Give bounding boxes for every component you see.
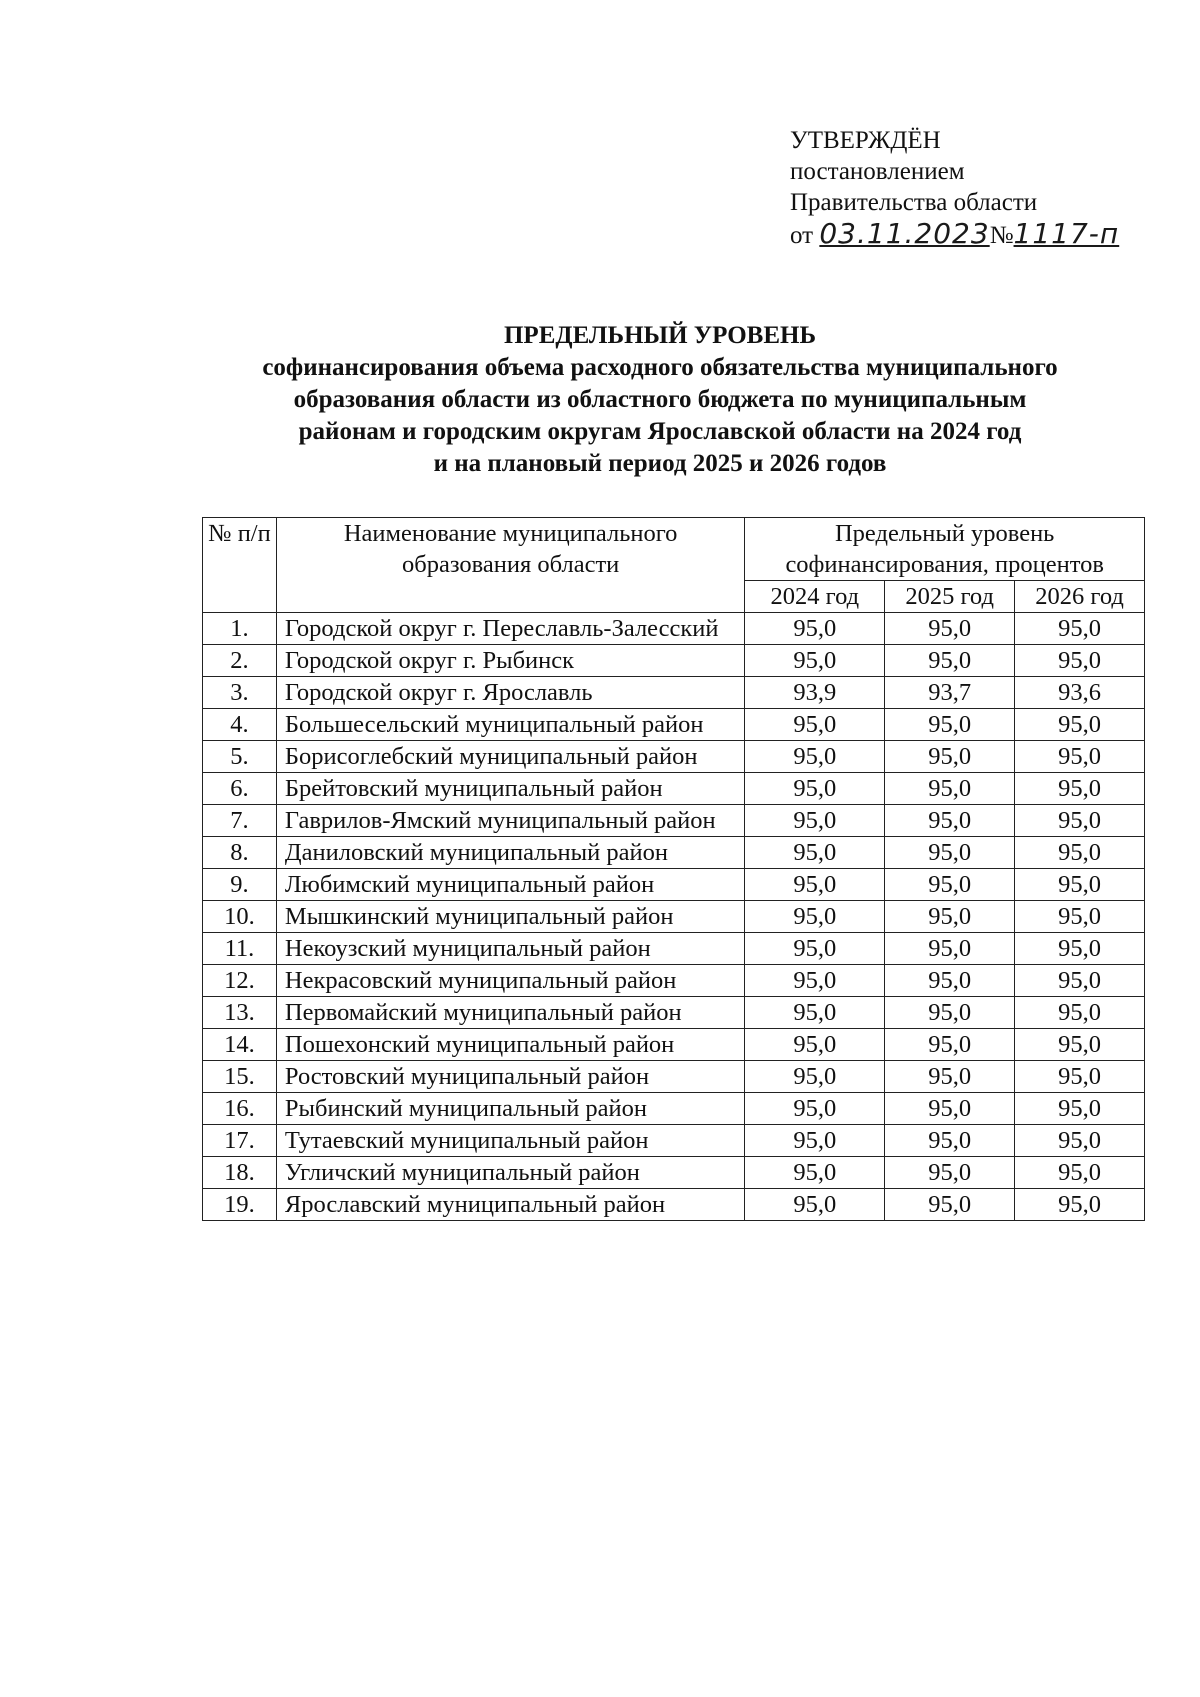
table-row	[203, 965, 1145, 997]
value-2024: 95,0	[745, 1061, 885, 1093]
value-2025: 95,0	[885, 709, 1015, 741]
date-prefix: от	[790, 222, 814, 249]
row-number: 11.	[203, 933, 277, 965]
table-row	[203, 613, 1145, 645]
table-row	[203, 1125, 1145, 1157]
row-name: Тутаевский муниципальный район	[276, 1125, 744, 1157]
value-2025: 95,0	[885, 1125, 1015, 1157]
table-row	[203, 1157, 1145, 1189]
table-row	[203, 837, 1145, 869]
value-2024: 95,0	[745, 933, 885, 965]
value-2024: 93,9	[745, 677, 885, 709]
row-number: 14.	[203, 1029, 277, 1061]
value-2026: 95,0	[1015, 1125, 1145, 1157]
approval-authority: Правительства области	[790, 189, 1038, 216]
table-row	[203, 997, 1145, 1029]
row-number: 7.	[203, 805, 277, 837]
row-name: Большесельский муниципальный район	[276, 709, 744, 741]
header-year-2026: 2026 год	[1015, 581, 1145, 613]
row-number: 19.	[203, 1189, 277, 1221]
value-2024: 95,0	[745, 997, 885, 1029]
value-2024: 95,0	[745, 1093, 885, 1125]
title-line: и на плановый период 2025 и 2026 годов	[433, 450, 887, 477]
header-number: № п/п	[203, 518, 277, 613]
document-title	[200, 320, 1120, 480]
row-number: 3.	[203, 677, 277, 709]
approval-date: 03.11.2023	[819, 217, 990, 250]
table-row	[203, 1061, 1145, 1093]
value-2025: 95,0	[885, 837, 1015, 869]
table-row	[203, 1189, 1145, 1221]
value-2024: 95,0	[745, 965, 885, 997]
row-name: Мышкинский муниципальный район	[276, 901, 744, 933]
value-2024: 95,0	[745, 1189, 885, 1221]
row-number: 10.	[203, 901, 277, 933]
value-2025: 95,0	[885, 805, 1015, 837]
table-row	[203, 805, 1145, 837]
row-number: 18.	[203, 1157, 277, 1189]
title-line: образования области из областного бюджета по муниципальным	[293, 386, 1027, 413]
value-2024: 95,0	[745, 901, 885, 933]
header-year-2024: 2024 год	[745, 581, 885, 613]
table-row	[203, 645, 1145, 677]
value-2024: 95,0	[745, 1157, 885, 1189]
row-name: Гаврилов-Ямский муниципальный район	[276, 805, 744, 837]
value-2024: 95,0	[745, 805, 885, 837]
row-name: Городской округ г. Переславль-Залесский	[276, 613, 744, 645]
value-2026: 95,0	[1015, 1093, 1145, 1125]
value-2026: 95,0	[1015, 1189, 1145, 1221]
title-line: районам и городским округам Ярославской области на 2024 год	[298, 418, 1022, 445]
row-name: Первомайский муниципальный район	[276, 997, 744, 1029]
row-number: 8.	[203, 837, 277, 869]
approval-number: 1117-п	[1013, 217, 1120, 250]
value-2026: 95,0	[1015, 1157, 1145, 1189]
cofinancing-table	[202, 517, 1145, 1221]
value-2025: 95,0	[885, 773, 1015, 805]
row-number: 9.	[203, 869, 277, 901]
value-2026: 95,0	[1015, 1029, 1145, 1061]
header-group: Предельный уровень софинансирования, процентов	[745, 518, 1145, 581]
table-row	[203, 677, 1145, 709]
value-2025: 95,0	[885, 869, 1015, 901]
value-2026: 95,0	[1015, 965, 1145, 997]
value-2024: 95,0	[745, 1125, 885, 1157]
value-2024: 95,0	[745, 837, 885, 869]
row-number: 17.	[203, 1125, 277, 1157]
table-body	[203, 613, 1145, 1221]
value-2026: 93,6	[1015, 677, 1145, 709]
value-2025: 93,7	[885, 677, 1015, 709]
value-2026: 95,0	[1015, 709, 1145, 741]
row-number: 13.	[203, 997, 277, 1029]
number-prefix: №	[989, 222, 1014, 249]
row-name: Любимский муниципальный район	[276, 869, 744, 901]
row-number: 12.	[203, 965, 277, 997]
value-2024: 95,0	[745, 741, 885, 773]
value-2024: 95,0	[745, 613, 885, 645]
row-name: Городской округ г. Ярославль	[276, 677, 744, 709]
row-number: 5.	[203, 741, 277, 773]
value-2026: 95,0	[1015, 741, 1145, 773]
title-heading: ПРЕДЕЛЬНЫЙ УРОВЕНЬ	[503, 322, 817, 349]
approval-status: УТВЕРЖДЁН	[790, 127, 941, 154]
value-2024: 95,0	[745, 645, 885, 677]
value-2026: 95,0	[1015, 901, 1145, 933]
value-2026: 95,0	[1015, 773, 1145, 805]
row-name: Пошехонский муниципальный район	[276, 1029, 744, 1061]
value-2025: 95,0	[885, 1093, 1015, 1125]
table-row	[203, 773, 1145, 805]
row-name: Даниловский муниципальный район	[276, 837, 744, 869]
approval-block	[790, 125, 1119, 251]
table-row	[203, 1093, 1145, 1125]
row-number: 16.	[203, 1093, 277, 1125]
value-2025: 95,0	[885, 997, 1015, 1029]
value-2025: 95,0	[885, 613, 1015, 645]
value-2025: 95,0	[885, 901, 1015, 933]
value-2024: 95,0	[745, 869, 885, 901]
table-row	[203, 1029, 1145, 1061]
row-name: Рыбинский муниципальный район	[276, 1093, 744, 1125]
row-name: Некоузский муниципальный район	[276, 933, 744, 965]
table-row	[203, 869, 1145, 901]
row-name: Ростовский муниципальный район	[276, 1061, 744, 1093]
value-2025: 95,0	[885, 1029, 1015, 1061]
value-2026: 95,0	[1015, 869, 1145, 901]
row-number: 15.	[203, 1061, 277, 1093]
title-line: софинансирования объема расходного обязательства муниципального	[262, 354, 1058, 381]
value-2024: 95,0	[745, 1029, 885, 1061]
row-name: Ярославский муниципальный район	[276, 1189, 744, 1221]
value-2025: 95,0	[885, 741, 1015, 773]
value-2025: 95,0	[885, 645, 1015, 677]
approval-by: постановлением	[790, 158, 965, 185]
table-row	[203, 709, 1145, 741]
row-number: 4.	[203, 709, 277, 741]
table-row	[203, 741, 1145, 773]
row-name: Угличский муниципальный район	[276, 1157, 744, 1189]
value-2024: 95,0	[745, 773, 885, 805]
row-name: Борисоглебский муниципальный район	[276, 741, 744, 773]
row-number: 2.	[203, 645, 277, 677]
table-row	[203, 901, 1145, 933]
value-2026: 95,0	[1015, 613, 1145, 645]
row-name: Брейтовский муниципальный район	[276, 773, 744, 805]
approval-date-line	[790, 218, 1119, 251]
row-name: Некрасовский муниципальный район	[276, 965, 744, 997]
row-name: Городской округ г. Рыбинск	[276, 645, 744, 677]
value-2026: 95,0	[1015, 837, 1145, 869]
value-2026: 95,0	[1015, 1061, 1145, 1093]
value-2024: 95,0	[745, 709, 885, 741]
header-year-2025: 2025 год	[885, 581, 1015, 613]
value-2026: 95,0	[1015, 933, 1145, 965]
row-number: 6.	[203, 773, 277, 805]
table-row	[203, 933, 1145, 965]
value-2025: 95,0	[885, 1189, 1015, 1221]
value-2025: 95,0	[885, 1157, 1015, 1189]
value-2026: 95,0	[1015, 997, 1145, 1029]
header-name: Наименование муниципального образования области	[276, 518, 744, 613]
value-2025: 95,0	[885, 1061, 1015, 1093]
value-2025: 95,0	[885, 965, 1015, 997]
row-number: 1.	[203, 613, 277, 645]
value-2026: 95,0	[1015, 645, 1145, 677]
value-2025: 95,0	[885, 933, 1015, 965]
value-2026: 95,0	[1015, 805, 1145, 837]
